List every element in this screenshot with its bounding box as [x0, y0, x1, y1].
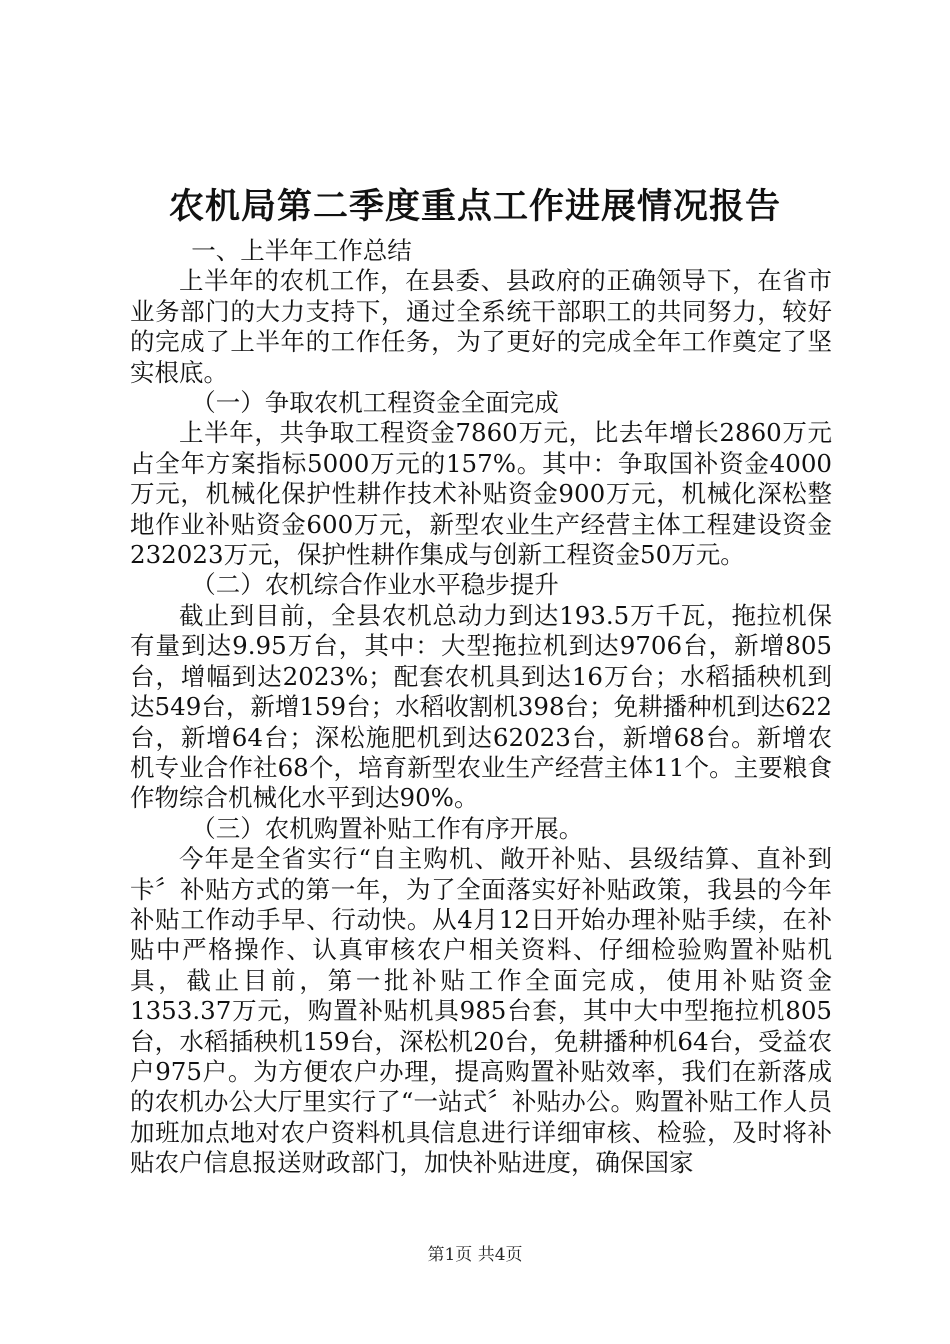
document-title: 农机局第二季度重点工作进展情况报告: [168, 186, 781, 227]
body-paragraph: 上半年的农机工作，在县委、县政府的正确领导下，在省市业务部门的大力支持下，通过全系统干部职工的共同努力，较好的完成了上半年的工作任务，为了更好的完成全年工作奠定了坚实根底。: [130, 266, 832, 387]
document-body: [130, 236, 832, 1179]
subsection-heading: （三）农机购置补贴工作有序开展。: [191, 813, 584, 843]
subsection-heading: （二）农机综合作业水平稳步提升: [191, 570, 559, 600]
body-paragraph: 截止到目前，全县农机总动力到达193.5万千瓦，拖拉机保有量到达9.95万台，其中：大型拖拉机到达9706台，新增805台，增幅到达2023%；配套农机具到达16万台；水稻插秧机到达549台，新增159台；水稻收割机398台；免耕播种机到达622台，新增64台；深松施肥机到达62023台，新增68台。新增农机专业合作社68个，培育新型农业生产经营主体11个。主要粮食作物综合机械化水平到达90%。: [130, 600, 832, 813]
body-paragraph: 今年是全省实行“自主购机、敞开补贴、县级结算、直补到卡〞补贴方式的第一年，为了全面落实好补贴政策，我县的今年补贴工作动手早、行动快。从4月12日开始办理补贴手续，在补贴中严格操作、认真审核农户相关资料、仔细检验购置补贴机具，截止目前，第一批补贴工作全面完成，使用补贴资金1353.37万元，购置补贴机具985台套，其中大中型拖拉机805台，水稻插秧机159台，深松机20台，免耕播种机64台，受益农户975户。为方便农户办理，提高购置补贴效率，我们在新落成的农机办公大厅里实行了“一站式〞补贴办公。购置补贴工作人员加班加点地对农户资料机具信息进行详细审核、检验，及时将补贴农户信息报送财政部门，加快补贴进度，确保国家: [130, 844, 832, 1178]
subsection-heading: （一）争取农机工程资金全面完成: [191, 388, 559, 418]
page-number: 第1页 共4页: [427, 1245, 523, 1265]
body-paragraph: 上半年，共争取工程资金7860万元，比去年增长2860万元占全年方案指标5000万元的157%。其中：争取国补资金4000万元，机械化保护性耕作技术补贴资金900万元，机械化深松整地作业补贴资金600万元，新型农业生产经营主体工程建设资金232023万元，保护性耕作集成与创新工程资金50万元。: [130, 418, 832, 570]
section-heading: 一、上半年工作总结: [191, 236, 412, 265]
